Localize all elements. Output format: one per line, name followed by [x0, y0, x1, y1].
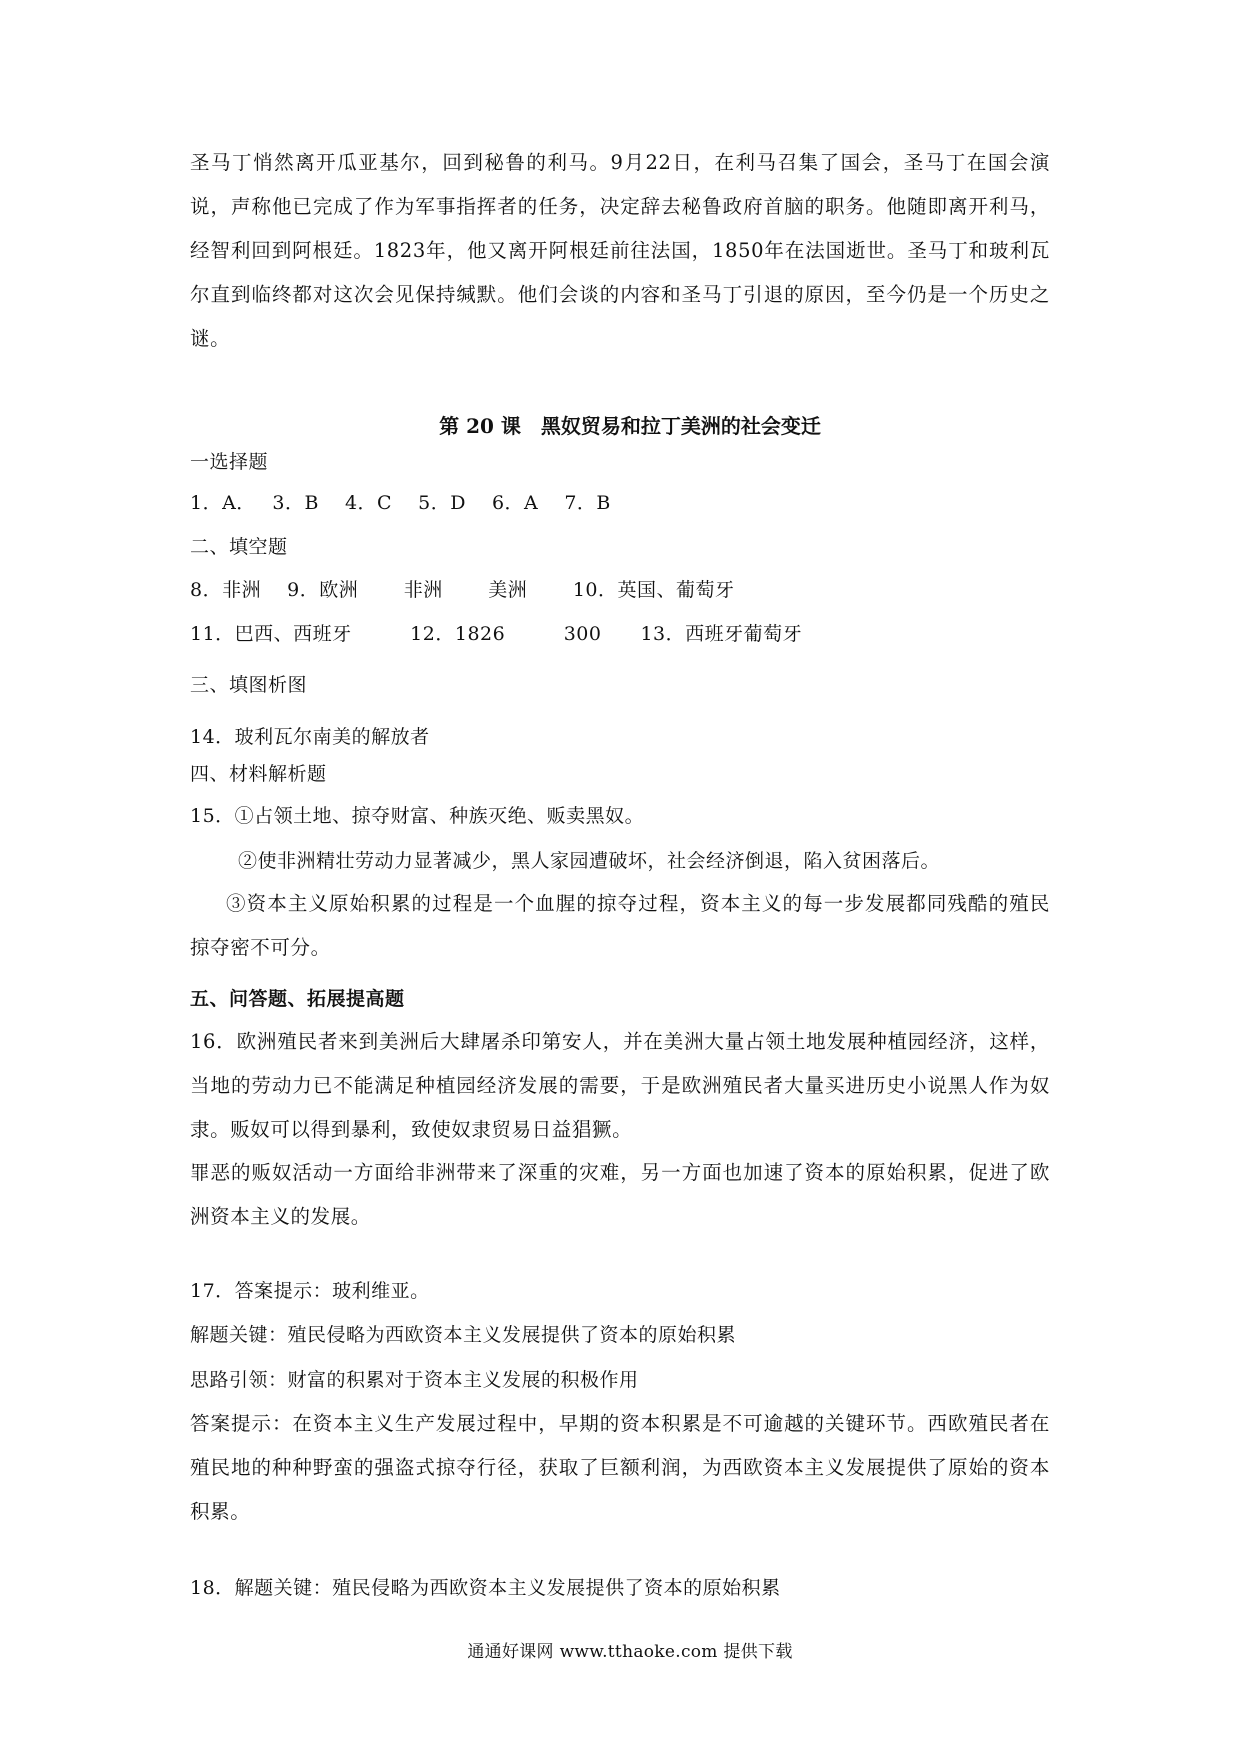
- section-3-heading: 三、填图析图: [190, 674, 308, 696]
- page-footer: 通通好课网 www.tthaoke.com 提供下载: [467, 1642, 793, 1662]
- section-5-heading: 五、问答题、拓展提高题: [190, 988, 405, 1010]
- section-2-line-1: 8．非洲 9．欧洲 非洲 美洲 10．英国、葡萄牙: [190, 579, 735, 601]
- q16-paragraph-1: 16．欧洲殖民者来到美洲后大肆屠杀印第安人，并在美洲大量占领土地发展种植园经济，这样，当地的劳动力已不能满足种植园经济发展的需要，于是欧洲殖民者大量买进历史小说黑人作为奴隶。贩奴可以得到暴利，致使奴隶贸易日益猖獗。: [190, 1030, 1050, 1141]
- q17-hint: 17．答案提示：玻利维亚。: [190, 1280, 430, 1302]
- q16-paragraph-2: 罪恶的贩奴活动一方面给非洲带来了深重的灾难，另一方面也加速了资本的原始积累，促进了欧洲资本主义的发展。: [190, 1161, 1050, 1228]
- section-3-answer: 14．玻利瓦尔南美的解放者: [190, 726, 430, 748]
- intro-paragraph: 圣马丁悄然离开瓜亚基尔，回到秘鲁的利马。9月22日，在利马召集了国会，圣马丁在国会演说，声称他已完成了作为军事指挥者的任务，决定辞去秘鲁政府首脑的职务。他随即离开利马，经智利回到阿根廷。1823年，他又离开阿根廷前往法国，1850年在法国逝世。圣马丁和玻利瓦尔直到临终都对这次会见保持缄默。他们会谈的内容和圣马丁引退的原因，至今仍是一个历史之谜。: [190, 151, 1050, 350]
- section-4-item-3: ③资本主义原始积累的过程是一个血腥的掠夺过程，资本主义的每一步发展都同残酷的殖民掠夺密不可分。: [190, 892, 1050, 959]
- section-1-heading: 一选择题: [190, 451, 269, 473]
- section-4-item-2: ②使非洲精壮劳动力显著减少，黑人家园遭破坏，社会经济倒退，陷入贫困落后。: [238, 850, 941, 872]
- q18-key: 18．解题关键：殖民侵略为西欧资本主义发展提供了资本的原始积累: [190, 1577, 781, 1599]
- section-4-item-1: 15．①占领土地、掠夺财富、种族灭绝、贩卖黑奴。: [190, 805, 645, 827]
- section-2-line-2: 11．巴西、西班牙 12．1826 300 13．西班牙葡萄牙: [190, 623, 803, 645]
- section-4-heading: 四、材料解析题: [190, 763, 327, 785]
- q17-key: 解题关键：殖民侵略为西欧资本主义发展提供了资本的原始积累: [190, 1324, 737, 1346]
- q17-answer: 答案提示：在资本主义生产发展过程中，早期的资本积累是不可逾越的关键环节。西欧殖民者在殖民地的种种野蛮的强盗式掠夺行径，获取了巨额利润，为西欧资本主义发展提供了原始的资本积累。: [190, 1412, 1050, 1523]
- q17-guide: 思路引领：财富的积累对于资本主义发展的积极作用: [190, 1369, 639, 1391]
- section-2-heading: 二、填空题: [190, 536, 288, 558]
- lesson-title: 第 20 课 黑奴贸易和拉丁美洲的社会变迁: [439, 414, 821, 438]
- section-1-answers: 1．A． 3．B 4．C 5．D 6．A 7．B: [190, 492, 611, 514]
